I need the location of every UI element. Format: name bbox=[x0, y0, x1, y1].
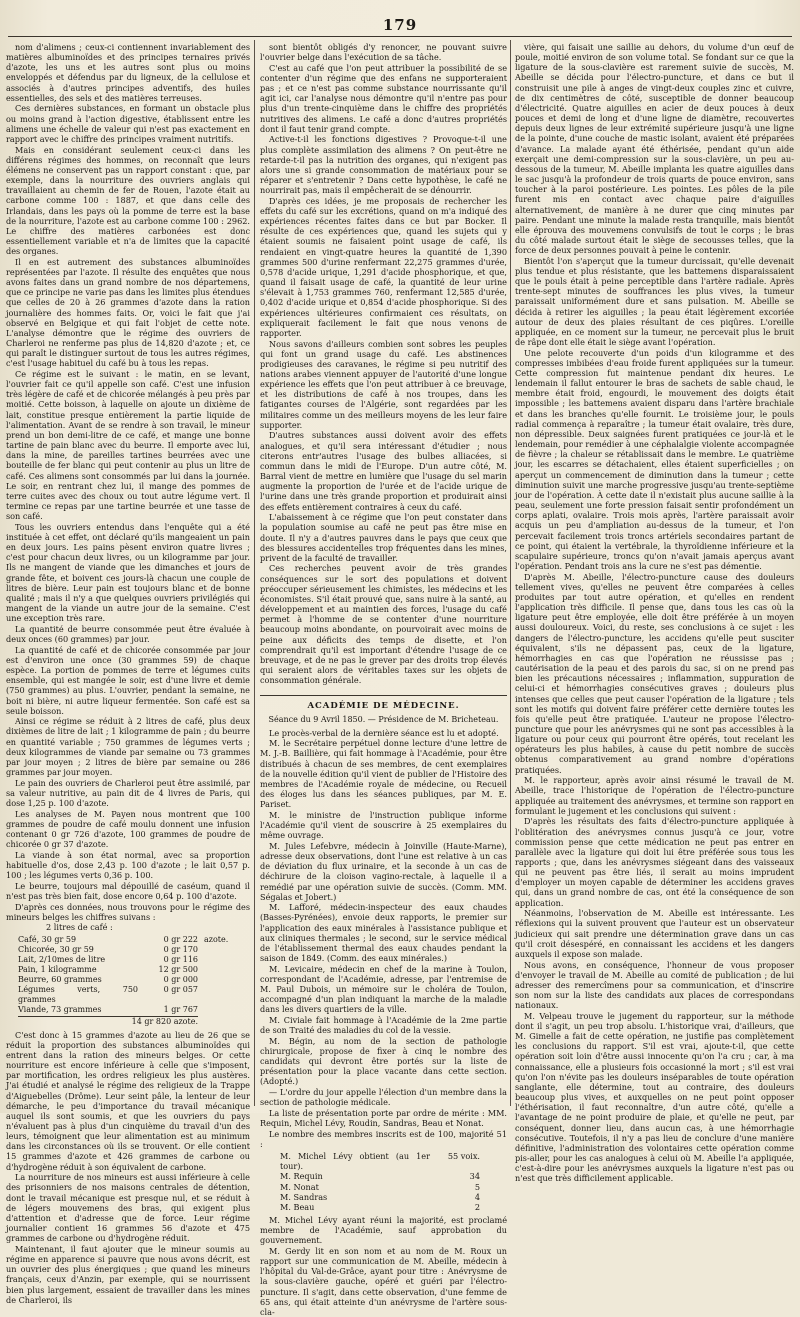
paragraph: sont bientôt obligés d'y renoncer, ne pouvant suivre l'ouvrier belge dans l'exécution de sa tâche. bbox=[260, 42, 507, 63]
paragraph: M. Civiale fait hommage à l'Académie de la 2me partie de son Traité des maladies du col de la vessie. bbox=[260, 1015, 507, 1036]
header-rule bbox=[8, 36, 792, 37]
table-cell-name: Beurre, 60 grammes bbox=[18, 974, 102, 984]
paragraph: Ces recherches peuvent avoir de très grandes conséquences sur le sort des populations et doivent préoccuper sérieusement les chimistes, les médecins et les économistes. S'il était prouvé que, sans nuire à la santé, au développement et au maintien des forces, l'usage du café permet à l'homme de se contenter d'une nourriture beaucoup moins abondante, on pourvoirait avec moins de peine aux déficits des temps de disette, et l'on comprendrait qu'il est important d'étendre l'usage de ce breuvage, et de ne pas le grever par des droits trop élevés qui seraient alors de véritables taxes sur les objets de consommation générale. bbox=[260, 563, 507, 686]
vote-who: M. Sandras bbox=[280, 1191, 328, 1202]
vote-who: M. Michel Lévy obtient (au 1er tour). bbox=[280, 1151, 430, 1172]
paragraph: D'après ces données, nous trouvons pour le régime des mineurs belges les chiffres suivans : bbox=[6, 901, 250, 922]
column-1 bbox=[6, 42, 250, 1305]
table-row bbox=[18, 965, 250, 975]
vote-n: 2 bbox=[474, 1201, 480, 1212]
vote-n: 55 voix. bbox=[447, 1151, 480, 1162]
paragraph: Le procès-verbal de la dernière séance est lu et adopté. bbox=[269, 727, 499, 738]
vote-results bbox=[280, 1151, 507, 1212]
paragraph: Une pelote recouverte d'un poids d'un kilogramme et des compresses imbibées d'eau froide furent appliquées sur la tumeur. Cette compression fut maintenue pendant dix heures. Le lendemain il fallut entourer le bras de sachets de sable chaud, le membre était froid, engourdi, le mouvement des doigts était impossible ; les battemens avaient disparu dans l'artère brachiale et dans les branches qu'elle fournit. Le troisième jour, le pouls radial commença à reparaître ; la tumeur était ovalaire, très dure, non dépressible. Deux saignées furent pratiquées ce jour-là et le lendemain, pour remédier à une céphalalgie violente accompagnée de fièvre ; la chaleur se rétablissait dans le membre. Le quatrième jour, les escarres se détachaient, elles étaient superficielles ; on aperçut un commencement de diminution dans la tumeur ; cette diminution suivit une marche progressive jusqu'au trente-septième jour de l'opération. À cette date il n'existait plus aucune saillie à la peau, seulement une forte pression faisait sentir profondément un corps aplati, ovalaire. Trois mois après, l'artère paraissait avoir acquis un peu d'ampliation au-dessus de la tumeur, et l'on percevait facilement trois troncs artériels secondaires partant de ce point, qui étaient la vertébrale, la thyroïdienne inférieure et la scapulaire supérieure, troncs qu'on n'avait jamais aperçus avant l'opération. Pendant trois ans la cure ne s'est pas démentie. bbox=[515, 347, 794, 571]
paragraph: Le beurre, toujours mal dépouillé de caséum, quand il n'est pas très bien fait, dose encore 0,64 p. 100 d'azote. bbox=[6, 880, 250, 901]
column-2 bbox=[260, 42, 507, 1317]
paragraph: La liste de présentation porte par ordre de mérite : MM. Requin, Michel Lévy, Roudin, Sandras, Beau et Nonat. bbox=[260, 1107, 507, 1129]
page-number: 179 bbox=[382, 16, 418, 34]
table-cell-amt: 1 gr 767 bbox=[163, 1004, 198, 1014]
table-row bbox=[18, 935, 250, 945]
paragraph: M. Lafforé, médecin-inspecteur des eaux chaudes (Basses-Pyrénées), envoie deux rapports, le premier sur l'application des eaux minérales à l'assistance publique et aux cliniques thermales ; le second, sur le service médical de l'établissement thermal des eaux chaudes pendant la saison de 1849. (Comm. des eaux minérales.) bbox=[260, 902, 507, 964]
table-cell-amt: 0 gr 057 bbox=[163, 984, 198, 994]
table-row bbox=[18, 945, 250, 955]
paragraph: Active-t-il les fonctions digestives ? Provoque-t-il une plus complète assimilation des alimens ? On peut-être ne retarde-t-il pas la nutrition des organes, qui n'exigent pas alors une si grande consommation de matériaux pour se réparer et s'entretenir ? Dans cette hypothèse, le café ne nourrirait pas, mais il empêcherait de se dénourrir. bbox=[260, 134, 507, 196]
paragraph: L'abaissement à ce régime que l'on peut constater dans la population soumise au café ne peut pas être mise en doute. Il n'y a d'autres pauvres dans le pays que ceux que des blessures accidentelles trop fréquentes dans les mines, privent de la faculté de travailler. bbox=[260, 512, 507, 563]
vote-who: M. Beau bbox=[280, 1201, 315, 1212]
table-cell-unit bbox=[198, 955, 238, 965]
paragraph: La quantité de beurre consommée peut être évaluée à deux onces (60 grammes) par jour. bbox=[6, 623, 250, 645]
paragraph: La quantité de café et de chicorée consommée par jour est d'environ une once (30 grammes 59) de chaque espèce. La portion de pommes de terre et légumes cuits ensemble, qui est mangée le soir, est d'une livre et demie (750 grammes) au plus. L'ouvrier, pendant la semaine, ne boit ni bière, ni autre liqueur fermentée. Son café est sa seule boisson. bbox=[6, 644, 250, 716]
paragraph: M. Michel Lévy ayant réuni la majorité, est proclamé membre de l'Académie, sauf approbation du gouvernement. bbox=[260, 1215, 507, 1246]
paragraph: Il en est autrement des substances albuminoïdes représentées par l'azote. Il résulte des enquêtes que nous avons faites dans un grand nombre de nos départemens, que ce principe ne varie pas dans les limites plus étendues que celles de 20 à 26 grammes d'azote dans la ration journalière des hommes faits. Or, voici le fait que j'ai observé en Belgique et qui fait l'objet de cette note. L'analyse démontre que le régime des ouvriers de Charleroi ne renferme pas plus de 14,820 d'azote ; et, ce qui paraît le distinguer surtout de tous les autres régimes, c'est l'usage habituel du café bu à tous les repas. bbox=[6, 256, 250, 369]
table-cell-name: Pain, 1 kilogramme bbox=[18, 964, 97, 974]
paragraph: Les analyses de M. Payen nous montrent que 100 grammes de poudre de café moulu donnent une infusion contenant 0 gr 726 d'azote, 100 grammes de poudre de chicorée 0 gr 37 d'azote. bbox=[6, 808, 250, 850]
table-cell-amt: 0 gr 116 bbox=[163, 954, 198, 964]
table-cell-name: Lait, 2/10mes de litre bbox=[18, 954, 106, 964]
vote-who: M. Nonat bbox=[280, 1181, 319, 1192]
paragraph: La nourriture de nos mineurs est aussi inférieure à celle des prisonniers de nos maisons centrales de détention, dont le travail mécanique est presque nul, et se réduit à de légers mouvemens des bras, qui exigent plus d'attention et d'adresse que de force. Leur régime journalier contient 16 grammes 56 d'azote et 475 grammes de carbone ou d'hydrogène réduit. bbox=[6, 1172, 250, 1244]
table-cell-unit bbox=[198, 975, 238, 985]
vote-row bbox=[280, 1171, 507, 1181]
table-cell-name: Viande, 73 grammes bbox=[18, 1004, 102, 1014]
table-total: 14 gr 820 azote. bbox=[18, 1016, 198, 1027]
table-cell-unit bbox=[198, 965, 238, 975]
table-row bbox=[18, 975, 250, 985]
paragraph: C'est donc à 15 grammes d'azote au lieu de 26 que se réduit la proportion des substances albuminoïdes qui entrent dans la ration des mineurs belges. Or cette nourriture est encore inférieure à celle que s'imposent, par mortification, les ordres religieux les plus austères. J'ai étudié et analysé le régime des religieux de la Trappe d'Aiguebelles (Drôme). Leur seint pâle, la lenteur de leur démarche, le peu d'importance du travail mécanique auquel ils sont soumis, et que les ouvriers du pays n'évaluent pas à plus d'un cinquième du travail d'un des leurs, témoignent que leur alimentation est au minimum dans les circonstances où ils se trouvent. Or elle contient 15 grammes d'azote et 426 grammes de carbone ou d'hydrogène réduit à son équivalent de carbone. bbox=[6, 1029, 250, 1172]
paragraph: vière, qui faisait une saillie au dehors, du volume d'un œuf de poule, moitié environ de son volume total. Se fondant sur ce que la ligature de la sous-clavière est rarement suivie de succès, M. Abeille se décida pour l'électro-puncture, et dans ce but il construisit une pile à anges de vingt-deux couples zinc et cuivre, de dix centimètres de côté, susceptible de donner beaucoup d'électricité. Quatre aiguilles en acier de deux pouces à deux pouces et demi de long et d'une ligne de diamètre, recouvertes depuis deux lignes de leur extrémité supérieure jusqu'à une ligne de la pointe, d'une couche de mastic isolant, avaient été préparées d'avance. La malade ayant été éthérisée, pendant qu'un aide exerçait une demi-compression sur la sous-clavière, un peu au-dessous de la tumeur, M. Abeille implanta les quatre aiguilles dans le sac jusqu'à la profondeur de trois quarts de pouce environ, sans toucher à la paroi postérieure. Les pointes. Les pôles de la pile furent mis en contact avec chaque paire d'aiguilles alternativement, de manière à ne durer que cinq minutes par paire. Pendant une minute la malade resta tranquille, mais bientôt elle éprouva des mouvemens convulsifs de tout le corps ; le bras du côté malade surtout était le siège de secousses telles, que la force de deux personnes pouvait à peine le contenir. bbox=[515, 42, 794, 256]
paragraph: Ainsi ce régime se réduit à 2 litres de café, plus deux dixièmes de litre de lait ; 1 kilogramme de pain ; du beurre en quantité variable ; 750 grammes de légumes verts ; deux kilogrammes de viande par semaine ou 73 grammes par jour moyen ; 2 litres de bière par semaine ou 286 grammes par jour moyen. bbox=[6, 716, 250, 778]
paragraph: Bientôt l'on s'aperçut que la tumeur durcissait, qu'elle devenait plus tendue et plus résistante, que les battemens disparaissaient que le pouls était à peine perceptible dans l'artère radiale. Après trente-sept minutes de souffrances les plus vives, la tumeur paraissait uniformément dure et sans pulsation. M. Abeille se décida à retirer les aiguilles ; la peau était légèrement excoriée autour de deux des plaies résultant de ces piqûres. L'oreille appliquée, en ce moment sur la tumeur, ne percevait plus le bruit de râpe dont elle était le siège avant l'opération. bbox=[515, 255, 794, 348]
table-cell-amt: 12 gr 500 bbox=[158, 964, 198, 974]
paragraph: D'après ces idées, je me proposais de rechercher les effets du café sur les excrétions, quand on m'a indiqué des expériences récentes faites dans ce but par Bocker. Il résulte de ces expériences que, quand les sujets qui y étaient soumis ne faisaient point usage de café, ils rendaient en vingt-quatre heures la quantité de 1,390 grammes 500 d'urine renfermant 22,275 grammes d'urée, 0,578 d'acide urique, 1,291 d'acide phosphorique, et que, quand il faisait usage de café, la quantité de leur urine s'élevait à 1,753 grammes 760, renfermant 12,585 d'urée, 0,402 d'acide urique et 0,854 d'acide phosphorique. Si des expériences ultérieures confirmaient ces résultats, on expliquerait facilement le fait que nous venons de rapporter. bbox=[260, 195, 507, 338]
paragraph: — L'ordre du jour appelle l'élection d'un membre dans la section de pathologie médicale. bbox=[260, 1087, 507, 1108]
vote-row bbox=[280, 1151, 507, 1171]
table-cell-unit bbox=[198, 1005, 238, 1015]
paragraph: Néanmoins, l'observation de M. Abeille est intéressante. Les réflexions qui la suivent prouvent que l'auteur est un observateur judicieux qui sait prendre une détermination grave dans un cas qu'il croit désespéré, en connaissant les accidens et les dangers auxquels il expose son malade. bbox=[515, 908, 794, 959]
paragraph: La viande à son état normal, avec sa proportion habituelle d'os, dose 2,43 p. 100 d'azote ; le lait 0,57 p. 100 ; les légumes verts 0,36 p. 100. bbox=[6, 849, 250, 881]
paragraph: M. Jules Lefebvre, médecin à Joinville (Haute-Marne), adresse deux observations, dont l'une est relative à un cas de déviation du flux urinaire, et la seconde à un cas de déchirure de la cloison vagino-rectale, à laquelle il a remédié par une opération suivie de succès. (Comm. MM. Ségalas et Jobert.) bbox=[260, 840, 507, 902]
table-cell-amt: 0 gr 170 bbox=[163, 944, 198, 954]
table-cell-unit: azote. bbox=[204, 934, 229, 944]
paragraph: Ce régime est le suivant : le matin, en se levant, l'ouvrier fait ce qu'il appelle son café. C'est une infusion très légère de café et de chicorée mélangés à peu près par moitié. Cette boisson, à laquelle on ajoute un dixième de lait, constitue presque entièrement la partie liquide de l'alimentation. Avant de se rendre à son travail, le mineur prend un bon demi-litre de ce café, et mange une bonne tartine de pain blanc avec du beurre. Il emporte avec lui, dans la mine, de pareilles tartines beurrées avec une bouteille de fer blanc qui peut contenir au plus un litre de café. Ces alimens sont consommés par lui dans la journée. Le soir, en rentrant chez lui, il mange des pommes de terre cuites avec des choux ou tout autre légume vert. Il termine ce repas par une tartine beurrée et une tasse de son café. bbox=[6, 369, 250, 522]
paragraph: Mais en considérant seulement ceux-ci dans les différens régimes des hommes, on reconnaît que leurs élémens ne conservent pas un rapport constant : que, par exemple, dans la nourriture des ouvriers anglais qui travaillaient au chemin de fer de Rouen, l'azote était au carbone comme 100 : 1887, et que dans celle des Irlandais, dans les pays où la pomme de terre est la base de la nourriture, l'azote est au carbone comme 100 : 2962. Le chiffre des matières carbonées est donc essentiellement variable et n'a de limites que la capacité des organes. bbox=[6, 144, 250, 257]
paragraph: Nous savons d'ailleurs combien sont sobres les peuples qui font un grand usage du café. Les abstinences prodigieuses des caravanes, le régime si peu nutritif des nations arabes viennent appuyer de l'autorité d'une longue expérience les effets que l'on peut attribuer à ce breuvage, et les distributions de café à nos troupes, dans les fatigantes courses de l'Algérie, sont regardées par les militaires comme un des meilleurs moyens de les leur faire supporter. bbox=[260, 338, 507, 430]
column-3 bbox=[515, 42, 794, 1184]
table-row bbox=[18, 985, 250, 1005]
table-cell-unit bbox=[198, 945, 238, 955]
paragraph: D'après M. Abeille, l'électro-puncture cause des douleurs tellement vives, qu'elles ne peuvent être comparées à celles produites par tout autre opération, et qu'elles en rendent l'application très difficile. Il pense que, dans tous les cas où la ligature peut être employée, elle doit être préférée à un moyen aussi douloureux. Voici, du reste, ses conclusions à ce sujet : les dangers de l'électro-puncture, les accidens qu'elle peut susciter équivalent, s'ils ne dépassent pas, ceux de la ligature, hémorrhagies en cas que l'opération ne réussisse pas ; cautérisation de la peau et des parois du sac, si on ne prend pas bien les précautions nécessaires ; inflammation, suppuration de celui-ci et hémorrhagies consécutives graves ; douleurs plus intenses que celles que peut causer l'opération de la ligature ; tels sont les motifs qui doivent faire préférer cette dernière toutes les fois qu'elle peut être pratiquée. L'auteur ne propose l'électro-puncture que pour les anévrysmes qui ne sont pas accessibles à la ligature ou pour ceux qui pourront être opérés, tout recelant les opérateurs les plus habiles, à cause du petit nombre de succès obtenus comparativement au grand nombre d'opérations pratiquées. bbox=[515, 571, 794, 775]
vote-n: 4 bbox=[474, 1191, 480, 1202]
table-row bbox=[18, 1005, 250, 1015]
table-cell-name: Légumes verts, 750 grammes bbox=[18, 984, 138, 1004]
paragraph: M. Levicaire, médecin en chef de la marine à Toulon, correspondant de l'Académie, adresse, par l'entremise de M. Paul Dubois, un mémoire sur le choléra de Toulon, accompagné d'un plan indiquant la marche de la maladie dans les divers quartiers de la ville. bbox=[260, 963, 507, 1015]
vote-row bbox=[280, 1182, 507, 1192]
paragraph: nom d'alimens ; ceux-ci contiennent invariablement des matières albuminoïdes et des principes ternaires privés d'azote, les uns et les autres sont plus ou moins enveloppés et défendus par du ligneux, de la cellulose et associés à d'autres principes adventifs, des huiles essentielles, des sels et des matières terreuses. bbox=[6, 42, 250, 103]
paragraph: Maintenant, il faut ajouter que le mineur soumis au régime en apparence si pauvre que nous avons décrit, est un ouvrier des plus énergiques ; que quand les mineurs français, ceux d'Anzin, par exemple, qui se nourrissent bien plus largement, essaient de travailler dans les mines de Charleroi, ils bbox=[6, 1243, 250, 1305]
paragraph: Le nombre des membres inscrits est de 100, majorité 51 : bbox=[260, 1128, 507, 1149]
table-cell-amt: 0 gr 000 bbox=[163, 974, 198, 984]
table-intro: 2 litres de café : bbox=[46, 922, 113, 933]
paragraph: Nous avons, en conséquence, l'honneur de vous proposer d'envoyer le travail de M. Abeille au comité de publication ; de lui adresser des remercîmens pour sa communication, et d'inscrire son nom sur la liste des candidats aux places de correspondans nationaux. bbox=[515, 959, 794, 1011]
paragraph: M. Gerdy lit en son nom et au nom de M. Roux un rapport sur une communication de M. Abeille, médecin à l'hôpital du Val-de-Grâce, ayant pour titre : Anévrysme de la sous-clavière gauche, opéré et guéri par l'électro-puncture. Il s'agit, dans cette observation, d'une femme de 65 ans, qui était atteinte d'un anévrysme de l'artère sous-cla- bbox=[260, 1245, 507, 1317]
paragraph: Tous les ouvriers entendus dans l'enquête qui a été instituée à cet effet, ont déclaré qu'ils mangeaient un pain en deux jours. Les pains pèsent environ quatre livres ; c'est pour chacun deux livres, ou un kilogramme par jour. Ils ne mangent de viande que les dimanches et jours de grande fête, et boivent ces jours-là chacun une couple de litres de bière. Leur pain est toujours blanc et de bonne qualité ; mais il n'y a que quelques ouvriers privilégiés qui mangent de la viande un autre jour de la semaine. C'est une exception très rare. bbox=[6, 521, 250, 624]
vote-row bbox=[280, 1202, 507, 1212]
table-cell-amt: 0 gr 222 bbox=[163, 934, 198, 944]
table-row bbox=[18, 955, 250, 965]
paragraph: Le pain des ouvriers de Charleroi peut être assimilé, par sa valeur nutritive, au pain dit de 4 livres de Paris, qui dose 1,25 p. 100 d'azote. bbox=[6, 777, 250, 809]
column-divider bbox=[254, 40, 255, 1106]
paragraph: M. Bégin, au nom de la section de pathologie chirurgicale, propose de fixer à cinq le nombre des candidats qui devront être portés sur la liste de présentation pour la place vacante dans cette section. (Adopté.) bbox=[260, 1035, 507, 1087]
vote-n: 5 bbox=[474, 1181, 480, 1192]
column-divider bbox=[510, 40, 511, 1106]
nitrogen-table bbox=[18, 935, 250, 1027]
table-cell-name: Chicorée, 30 gr 59 bbox=[18, 944, 94, 954]
paragraph: M. le rapporteur, après avoir ainsi résumé le travail de M. Abeille, trace l'historique de l'opération de l'électro-puncture appliquée au traitement des anévrysmes, et termine son rapport en formulant le jugement et les conclusions qui suivent : bbox=[515, 775, 794, 816]
paragraph: C'est au café que l'on peut attribuer la possibilité de se contenter d'un régime que des enfans ne supporteraient pas ; et ce n'est pas comme substance nourrissante qu'il agit ici, car l'analyse nous démontre qu'il n'entre pas pour plus d'un trente-cinquième dans le chiffre des propriétés nutritives des alimens. Le café a donc d'autres propriétés dont il faut tenir grand compte. bbox=[260, 62, 507, 134]
vote-n: 34 bbox=[469, 1171, 480, 1182]
paragraph: M. Velpeau trouve le jugement du rapporteur, sur la méthode dont il s'agit, un peu trop absolu. L'historique vrai, d'ailleurs, que M. Gimelle a fait de cette opération, ne justifie pas complètement les conclusions du rapport. S'il est vrai, ajoute-t-il, que cette opération soit loin d'être aussi innocente qu'on l'a cru ; car, à ma connaissance, elle a plusieurs fois occasionné la mort ; s'il est vrai qu'on l'on n'évite pas les douleurs inséparables de toute opération sanglante, elle détermine, tout au contraire, des douleurs beaucoup plus vives, et auxquelles on ne peut point opposer l'éthérisation, il faut reconnaître, d'un autre côté, qu'elle a l'avantage de ne point produire de plaie, et qu'elle ne peut, par conséquent, donner lieu, dans aucun cas, à une hémorrhagie consécutive. Toutefois, il n'y a pas lieu de conclure d'une manière définitive, l'administration des volontaires cette opération comme pis-aller, pour les cas analogues à celui où M. Abeille l'a appliquée, c'est-à-dire pour les anévrysmes auxquels la ligature n'est pas ou n'est que très difficilement applicable. bbox=[515, 1010, 794, 1184]
vote-who: M. Requin bbox=[280, 1171, 323, 1182]
table-cell-name: Café, 30 gr 59 bbox=[18, 934, 77, 944]
paragraph: M. le ministre de l'instruction publique informe l'Académie qu'il vient de souscrire à 25 exemplaires du même ouvrage. bbox=[260, 809, 507, 841]
paragraph: Ces dernières substances, en formant un obstacle plus ou moins grand à l'action digestive, établissent entre les alimens une échelle de valeur qui n'est pas exactement en rapport avec le chiffre des principes vraiment nutritifs. bbox=[6, 103, 250, 144]
table-cell-unit bbox=[198, 985, 238, 1005]
section-title: ACADÉMIE DE MÉDECINE. bbox=[260, 695, 507, 711]
session-line: Séance du 9 Avril 1850. — Présidence de M. Bricheteau. bbox=[268, 714, 499, 724]
paragraph: D'autres substances aussi doivent avoir des effets analogues, et qu'il sera intéressant d'étudier ; nous citerons entr'autres l'usage des bulbes alliacées, si commun dans le midi de l'Europe. D'un autre côté, M. Barral vient de mettre en lumière que l'usage du sel marin augmente la proportion de l'urée et de l'acide urique de l'urine dans une très grande proportion et produirait ainsi des effets entièrement contraires à ceux du café. bbox=[260, 430, 507, 512]
paragraph: M. le Secrétaire perpétuel donne lecture d'une lettre de M. J.-B. Baillière, qui fait hommage à l'Académie, pour être distribués à chacun de ses membres, de cent exemplaires de la nouvelle édition qu'il vient de publier de l'Histoire des membres de l'Académie royale de médecine, ou Recueil des éloges lus dans les séances publiques, par M. E. Pariset. bbox=[260, 738, 507, 810]
vote-row bbox=[280, 1192, 507, 1202]
paragraph: D'après les résultats des faits d'électro-puncture appliquée à l'oblitération des anévrysmes connus jusqu'à ce jour, votre commission pense que cette médication ne peut pas entrer en parallèle avec la ligature qui doit lui être préférée sous tous les rapports ; que, dans les anévrysmes siégeant dans des vaisseaux qui ne peuvent pas être liés, il serait au moins imprudent d'employer un moyen capable de déterminer les accidens graves qui, dans un grand nombre de cas, ont été la conséquence de son application. bbox=[515, 816, 794, 908]
